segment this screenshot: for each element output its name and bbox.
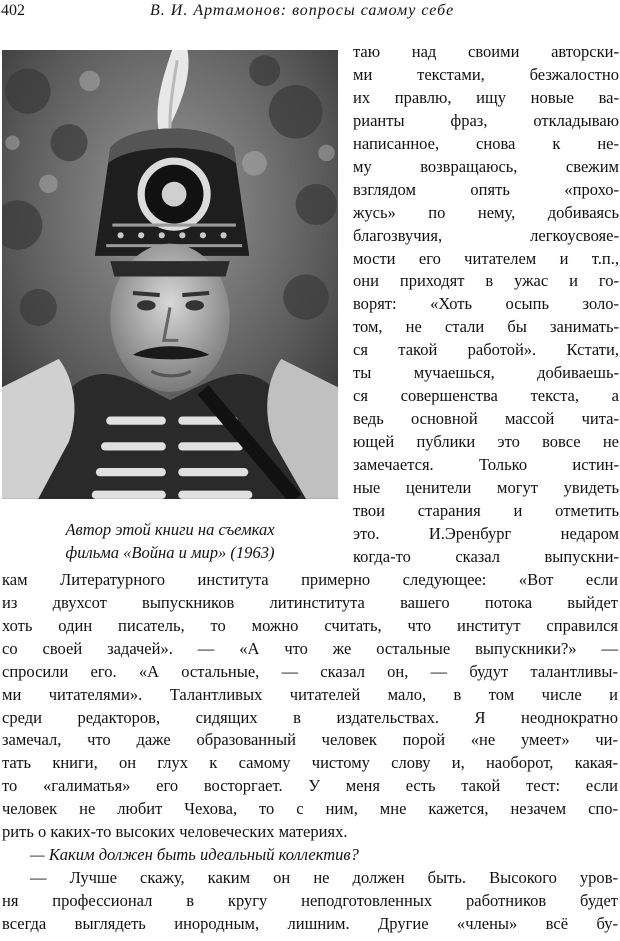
text-line: жусь» по нему, добиваясь: [353, 202, 619, 222]
text-line: ворят: «Хоть осыпь золо-: [353, 294, 619, 314]
text-line: это. И.Эренбург недаром: [353, 523, 619, 543]
text-line: замечается. Только истин-: [353, 455, 619, 475]
text-line: му возвращаюсь, свежим: [353, 156, 619, 176]
author-photo: [2, 50, 338, 499]
text-line: со своей задачей». — «А что же остальные выпускники?» —: [2, 638, 618, 658]
text-line: твои старания и отметить: [353, 500, 619, 520]
running-title: В. И. Артамонов: вопросы самому себе: [150, 2, 455, 19]
text-line: ми читателями». Талантливых читателей мало, в том числе и: [2, 684, 618, 704]
text-line: спросили его. «А остальные, — сказал он, — будут талантливы-: [2, 661, 618, 681]
text-line: таю над своими авторски-: [353, 42, 619, 61]
photo-caption: [0, 519, 340, 565]
interview-question: — Каким должен быть идеальный коллектив?: [30, 845, 359, 865]
page-header: [0, 2, 620, 24]
text-line: они приходят в ужас и го-: [353, 271, 619, 291]
text-line: ведь основной массой чита-: [353, 409, 619, 429]
text-line: ся совершенства текста, а: [353, 386, 619, 406]
text-line: ющей публики это вовсе не: [353, 432, 619, 452]
caption-line: фильма «Война и мир» (1963): [65, 542, 275, 562]
text-line: — Лучше скажу, каким он не должен быть. Высокого уров-: [30, 868, 618, 888]
caption-line: Автор этой книги на съемках: [65, 519, 275, 539]
text-line: их правлю, ищу новые ва-: [353, 87, 619, 107]
text-line: ные ценители могут увидеть: [353, 478, 619, 498]
text-line: написанное, снова к не-: [353, 133, 619, 153]
text-line: из двухсот выпускников литинститута вашего потока выйдет: [2, 592, 618, 612]
text-line: благозвучия, легкоусвояе-: [353, 225, 619, 245]
text-line: том, не стали бы занимать-: [353, 317, 619, 337]
text-line: то «галиматья» его восторгает. У меня есть такой тест: если: [2, 776, 618, 796]
text-line: ты мучаешься, добиваешь-: [353, 363, 619, 383]
text-line: хоть один писатель, то можно считать, что институт справился: [2, 615, 618, 635]
text-line: рить о каких-то высоких человеческих материях.: [2, 822, 348, 842]
text-line: среди редакторов, сидящих в издательствах. Я неоднократно: [2, 707, 618, 727]
text-line: кам Литературного института примерно следующее: «Вот если: [2, 569, 618, 589]
text-line: ня профессионал в кругу неподготовленных работников будет: [2, 891, 618, 911]
text-line: ми текстами, безжалостно: [353, 64, 619, 84]
text-line: взглядом опять «прохо-: [353, 179, 619, 199]
text-line: мости его читателем и т.п.,: [353, 248, 619, 268]
text-line: когда-то сказал выпускни-: [353, 546, 619, 566]
text-line: ся такой работой». Кстати,: [353, 340, 619, 360]
hussar-portrait-illustration: [2, 50, 338, 499]
text-line: рианты фраз, откладываю: [353, 110, 619, 130]
text-line: замечал, что даже образованный человек порой «не умеет» чи-: [2, 730, 618, 750]
text-line: тать книги, он глух к самому чистому слову и, наоборот, какая-: [2, 753, 618, 773]
text-line: всегда выглядеть инородным, лишним. Другие «члены» всё бу-: [2, 914, 618, 934]
page-number: 402: [1, 2, 25, 19]
text-line: человек не любит Чехова, то с ним, мне кажется, незачем спо-: [2, 799, 618, 819]
